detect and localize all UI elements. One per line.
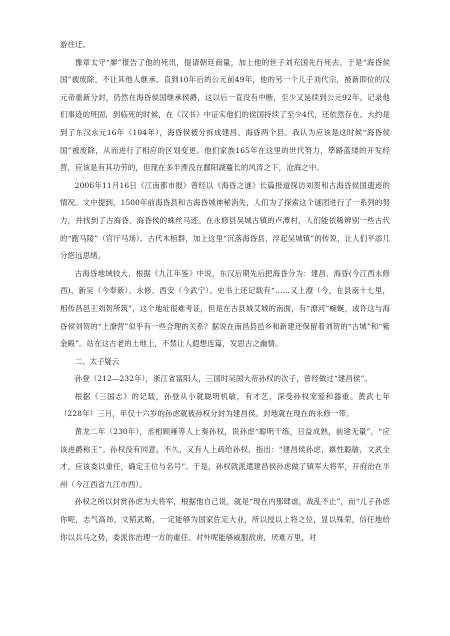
paragraph-sun-deng-intro: 孙登（212—232年），浙江省富阳人，三国时吴国大帝孙权的次子，曾经做过“建昌侯”。 bbox=[74, 374, 372, 384]
paragraph-ancient-haihun-territory: 古海昏地域较大，根据《九江年鉴》中说，东汉后期先后把海昏分为：建昌、海昏(今江西永修西)、新吴（今奉新）、永修、西安（今武宁）。史书上还记载有“……又上潦（今，在县南十七里，相传昌邑王刘贺所筑”，这个地址很难考证，但是在古县城艾城的南面，有“潦河”蜿蜒，或许这与海昏侯刘贺的“上潦营”似乎有一些合理的关系？据说在南昌县邑乡和新建还保留着刘贺的“古城”和“紫金殿”。站在这古老的土地上，不禁让人遐想连篇，发思古之幽情。 bbox=[60, 268, 390, 349]
paragraph-sanguozhi-record: 根据《三国志》的记载，孙登从小就聪明机敏，有才艺，深受孙权宠爱和器重。黄武七年（228年）三月，年仅十六岁的孙虑就被孙权分封为建昌侯。封地就在现在的永修一带。 bbox=[60, 391, 390, 419]
paragraph-haihun-abolished: 豫章太守“廖”报告了他的死讯，提请朝廷商量，加上他的世子刘充国先行死去。于是“海昏侯国”被废除，不让其他人继承。直到10年后的公元前49年，他的另一个儿子刘代宗，被新即位的汉元帝重新分封，仍然在海昏侯国继承侯爵，这以后一直没有中断，至少又延续到公元92年。记录他们事迹的班固，到临死的时候，在《汉书》中证实他们的侯国持续了至少4代，还依然存在。大约是到了东汉永元16年（104年），海昏侯被分拆成建昌、海昏两个县。我认为应该是这时候“海昏侯国”被废除，从而进行了相应的区划变更。他们家族165年在这里的世代努力，筚路蓝缕的开发经营，应该是有其功劳的，但现在多半湮没在鄱阳湖蔓长的风涛之下，沧海之中。 bbox=[60, 57, 390, 173]
section-heading-prince-mystery: 二、太子疑云 bbox=[74, 356, 120, 366]
paragraph-huanglong-year: 黄龙二年（230年），丞相顾雍等人上奏孙权，说孙虑“聪明干练，日益成熟，前途无量”，“应该进爵称王”。孙权没有同意，不久，又有人上疏给孙权，指出：“建昌侯孙虑，禀性聪敏，文武全才，应该委以重任，确定王位与名号”。于是，孙权就派遣建昌侯孙虑做了镇军大将军，开府治在半州（今江西省九江市西）。 bbox=[60, 427, 390, 489]
paragraph-continuation: 游往迁。 bbox=[60, 40, 91, 49]
paragraph-general-appointment: 孙权之所以封赏孙虑为大将军，根据他自己说，就是“现在内那肆虐，战乱不止”，而“儿子孙虑你呢，志气高昂，文韬武略，一定能够为国家佐定大业，所以授以上将之位，显以殊荣，信任地给你以兵马之势，委派你治理一方的重任。对外呢能够威服敌虏，厌难万里，对 bbox=[60, 497, 390, 542]
paragraph-newspaper-report: 2006年11月16日《江南都市报》曾经以《海昏之谜》长篇报道探访刘贺和古海昏侯国遗迹的情况。文中提到，1500年前海昏县和古海昏城神秘消失，人们为了探索这个谜团进行了一系列的努力，并找到了古海昏、海昏侯的蛛丝马迹。在永修县吴城古镇的卢潭村，人们能依稀辨别一些古代的“跑马陵”（官厅马场）、古代木棺群，加上这里“沉落海昏县，浮起吴城镇”的传说，让人们平添几分悠远思绪。 bbox=[60, 180, 390, 261]
